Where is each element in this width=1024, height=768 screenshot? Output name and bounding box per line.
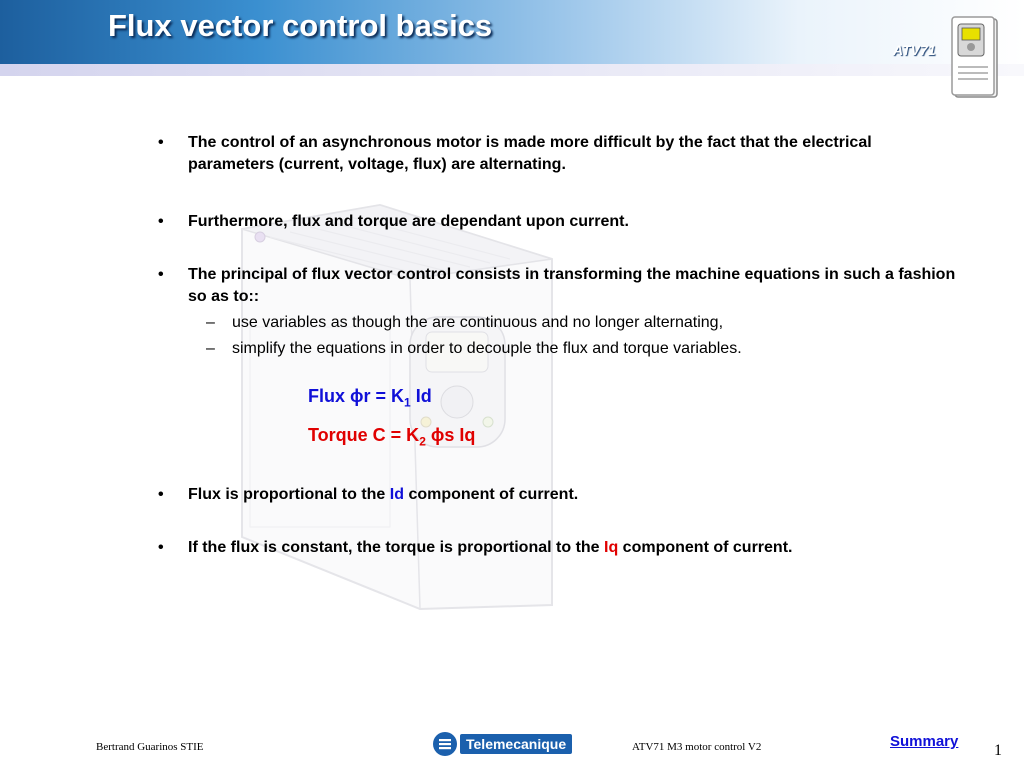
footer-document: ATV71 M3 motor control V2: [632, 741, 762, 753]
bullet-text: The control of an asynchronous motor is made more difficult by the fact that the electrical parameters (current, voltage, flux) are alternating.: [188, 134, 872, 173]
eq-text: Id: [410, 386, 432, 406]
telemecanique-logo: [433, 731, 578, 757]
brand-name: Telemecanique: [460, 734, 572, 754]
bullet-text: Flux is proportional to the: [188, 486, 390, 504]
telemecanique-logo-icon: [433, 732, 457, 756]
header-stripe: [0, 64, 1024, 76]
eq-text: Flux: [308, 386, 351, 406]
sub-bullet-item: [158, 336, 958, 362]
bullet-item: [158, 132, 958, 176]
sub-bullet-text: use variables as though the are continuous and no longer alternating,: [232, 314, 724, 331]
sub-bullet-text: simplify the equations in order to decouple the flux and torque variables.: [232, 340, 742, 357]
bullet-item: [158, 211, 958, 233]
sub-bullet-item: [158, 310, 958, 336]
flux-equation: [158, 380, 958, 419]
bullet-symbol: •: [158, 213, 164, 230]
phi-symbol: ϕ: [430, 424, 445, 445]
page-number: 1: [994, 742, 1002, 759]
eq-subscript: 1: [404, 395, 411, 410]
bullet-text: Furthermore, flux and torque are dependant upon current.: [188, 213, 629, 230]
bullet-item: [158, 264, 958, 308]
bullet-symbol: •: [158, 486, 164, 504]
bullet-item: [158, 537, 958, 559]
eq-text: s Iq: [444, 424, 476, 445]
atv71-drive-icon: [950, 16, 1000, 100]
product-tag: ATV71: [893, 42, 936, 58]
bullet-text: The principal of flux vector control consists in transforming the machine equations in such a fashion so as to::: [188, 266, 956, 305]
bullet-text: If the flux is constant, the torque is proportional to the: [188, 539, 605, 557]
torque-equation: [158, 419, 958, 458]
eq-subscript: 2: [419, 434, 426, 449]
iq-highlight: Iq: [604, 539, 619, 557]
bullet-symbol: •: [158, 266, 164, 283]
summary-link[interactable]: Summary: [890, 733, 959, 750]
bullet-text: component of current.: [404, 486, 579, 504]
eq-text: Torque C = K: [308, 424, 420, 445]
bullet-item: [158, 484, 958, 506]
eq-text: r = K: [363, 386, 405, 406]
dash-symbol: –: [206, 340, 215, 357]
slide-title: Flux vector control basics: [108, 8, 493, 43]
bullet-text: component of current.: [618, 539, 793, 557]
footer-author: Bertrand Guarinos STIE: [96, 741, 204, 753]
phi-symbol: ϕ: [350, 386, 364, 406]
bullet-symbol: •: [158, 134, 164, 151]
slide-body: [158, 132, 958, 559]
id-highlight: Id: [389, 486, 404, 504]
bullet-symbol: •: [158, 539, 164, 557]
dash-symbol: –: [206, 314, 215, 331]
